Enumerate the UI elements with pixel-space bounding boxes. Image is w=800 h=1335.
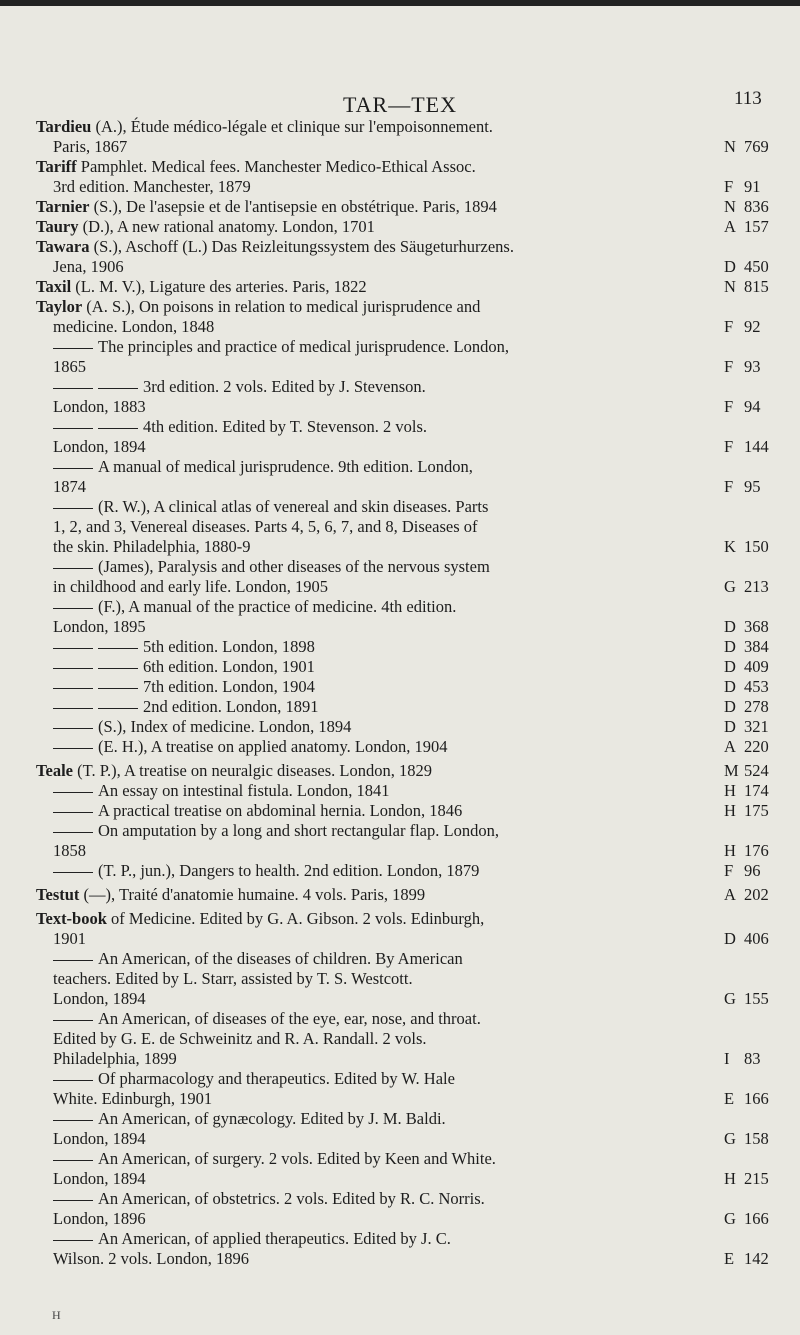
entry-text: An American, of applied therapeutics. Edited by J. C. xyxy=(98,1229,451,1248)
shelf-number: 406 xyxy=(744,929,769,948)
shelf-number: 176 xyxy=(744,841,769,860)
shelf-number: 96 xyxy=(744,861,761,880)
entry-line xyxy=(36,357,780,377)
shelf-reference xyxy=(724,1209,780,1229)
shelf-reference xyxy=(724,257,780,277)
ditto-dash xyxy=(53,568,93,569)
catalogue-entry xyxy=(36,697,780,717)
shelf-number: 524 xyxy=(744,761,769,780)
entry-text: of Medicine. Edited by G. A. Gibson. 2 vols. Edinburgh, xyxy=(111,909,485,928)
shelf-number: 384 xyxy=(744,637,769,656)
entry-text: (A.), Étude médico-légale et clinique sur l'empoisonnement. xyxy=(95,117,493,136)
shelf-letter: I xyxy=(724,1049,730,1068)
shelf-letter: N xyxy=(724,137,736,156)
shelf-letter: D xyxy=(724,929,736,948)
shelf-letter: K xyxy=(724,537,736,556)
shelf-letter: D xyxy=(724,697,736,716)
entry-text: (A. S.), On poisons in relation to medical jurisprudence and xyxy=(86,297,481,316)
entry-line xyxy=(36,761,780,781)
shelf-number: 368 xyxy=(744,617,769,636)
shelf-reference xyxy=(724,277,780,297)
catalogue-entry xyxy=(36,1149,780,1189)
catalogue-entry xyxy=(36,677,780,697)
shelf-reference xyxy=(724,1249,780,1269)
catalogue-entry xyxy=(36,117,780,157)
entry-line xyxy=(36,989,780,1009)
entry-text: Pamphlet. Medical fees. Manchester Medico-Ethical Assoc. xyxy=(80,157,476,176)
entry-line xyxy=(36,697,780,717)
shelf-letter: H xyxy=(724,841,736,860)
shelf-reference xyxy=(724,697,780,717)
entry-text: Jena, 1906 xyxy=(53,257,124,276)
entry-heading: Text-book xyxy=(36,909,107,928)
entry-text: London, 1895 xyxy=(53,617,146,636)
shelf-reference xyxy=(724,781,780,801)
catalogue-entry xyxy=(36,909,780,949)
shelf-letter: H xyxy=(724,801,736,820)
catalogue-entry xyxy=(36,557,780,597)
entry-text: in childhood and early life. London, 1905 xyxy=(53,577,328,596)
shelf-reference xyxy=(724,761,780,781)
entry-line xyxy=(36,929,780,949)
entry-text: Paris, 1867 xyxy=(53,137,128,156)
shelf-reference xyxy=(724,577,780,597)
entry-text: Of pharmacology and therapeutics. Edited by W. Hale xyxy=(98,1069,455,1088)
entry-text: An American, of diseases of the eye, ear, nose, and throat. xyxy=(98,1009,481,1028)
shelf-number: 278 xyxy=(744,697,769,716)
entry-line xyxy=(36,157,780,177)
entry-text: An American, of obstetrics. 2 vols. Edited by R. C. Norris. xyxy=(98,1189,485,1208)
entry-line xyxy=(36,861,780,881)
entry-text: White. Edinburgh, 1901 xyxy=(53,1089,213,1108)
shelf-reference xyxy=(724,801,780,821)
entry-text: teachers. Edited by L. Starr, assisted by T. S. Westcott. xyxy=(53,969,413,988)
entry-line xyxy=(36,557,780,577)
entry-text: A practical treatise on abdominal hernia. London, 1846 xyxy=(98,801,463,820)
entry-line xyxy=(36,337,780,357)
catalogue-entry xyxy=(36,861,780,881)
shelf-number: 321 xyxy=(744,717,769,736)
entry-text: London, 1896 xyxy=(53,1209,146,1228)
entry-line xyxy=(36,277,780,297)
catalogue-entry xyxy=(36,197,780,217)
entry-line xyxy=(36,1129,780,1149)
shelf-number: 95 xyxy=(744,477,761,496)
catalogue-entry xyxy=(36,457,780,497)
shelf-letter: D xyxy=(724,637,736,656)
entry-text: (D.), A new rational anatomy. London, 1701 xyxy=(82,217,375,236)
ditto-dash xyxy=(53,1020,93,1021)
shelf-reference xyxy=(724,677,780,697)
ditto-dash xyxy=(53,668,93,669)
entry-heading: Teale xyxy=(36,761,73,780)
shelf-reference xyxy=(724,989,780,1009)
ditto-dash xyxy=(53,388,93,389)
entry-line xyxy=(36,1049,780,1069)
catalogue-entry xyxy=(36,737,780,757)
entry-text: 1865 xyxy=(53,357,86,376)
entry-line xyxy=(36,1229,780,1249)
entry-line xyxy=(36,781,780,801)
shelf-number: 150 xyxy=(744,537,769,556)
entry-line xyxy=(36,1069,780,1089)
entry-text: 4th edition. Edited by T. Stevenson. 2 vols. xyxy=(143,417,427,436)
shelf-reference xyxy=(724,477,780,497)
shelf-number: 166 xyxy=(744,1209,769,1228)
shelf-reference xyxy=(724,317,780,337)
entry-text: (E. H.), A treatise on applied anatomy. London, 1904 xyxy=(98,737,448,756)
entry-line xyxy=(36,237,780,257)
shelf-letter: E xyxy=(724,1089,735,1108)
shelf-number: 202 xyxy=(744,885,769,904)
catalogue-entry xyxy=(36,1189,780,1229)
entry-text: London, 1894 xyxy=(53,989,146,1008)
shelf-reference xyxy=(724,537,780,557)
entry-line xyxy=(36,737,780,757)
ditto-dash xyxy=(53,508,93,509)
entry-line xyxy=(36,885,780,905)
entry-text: (S.), Aschoff (L.) Das Reizleitungssystem des Säugeturhurzens. xyxy=(93,237,514,256)
shelf-number: 453 xyxy=(744,677,769,696)
ditto-dash xyxy=(53,748,93,749)
ditto-dash xyxy=(53,832,93,833)
shelf-reference xyxy=(724,1049,780,1069)
entry-heading: Tardieu xyxy=(36,117,92,136)
catalogue-entry xyxy=(36,297,780,337)
entry-text: Edited by G. E. de Schweinitz and R. A. Randall. 2 vols. xyxy=(53,1029,427,1048)
shelf-reference xyxy=(724,177,780,197)
ditto-dash xyxy=(53,872,93,873)
entry-line xyxy=(36,517,780,537)
entry-line xyxy=(36,637,780,657)
catalogue-entry xyxy=(36,949,780,1009)
entry-text: On amputation by a long and short rectangular flap. London, xyxy=(98,821,499,840)
shelf-reference xyxy=(724,737,780,757)
shelf-letter: F xyxy=(724,317,734,336)
entry-line xyxy=(36,801,780,821)
entry-line xyxy=(36,841,780,861)
entry-text: London, 1894 xyxy=(53,1169,146,1188)
shelf-reference xyxy=(724,929,780,949)
entry-text: (T. P.), A treatise on neuralgic diseases. London, 1829 xyxy=(77,761,432,780)
shelf-letter: E xyxy=(724,1249,735,1268)
shelf-number: 92 xyxy=(744,317,761,336)
shelf-number: 175 xyxy=(744,801,769,820)
top-rule xyxy=(0,0,800,6)
shelf-letter: D xyxy=(724,257,736,276)
catalogue-entry xyxy=(36,1009,780,1069)
ditto-dash xyxy=(53,648,93,649)
entry-list xyxy=(36,117,780,1269)
shelf-number: 215 xyxy=(744,1169,769,1188)
shelf-reference xyxy=(724,137,780,157)
shelf-letter: G xyxy=(724,577,736,596)
entry-line xyxy=(36,597,780,617)
shelf-reference xyxy=(724,637,780,657)
shelf-number: 769 xyxy=(744,137,769,156)
entry-text: Wilson. 2 vols. London, 1896 xyxy=(53,1249,249,1268)
shelf-reference xyxy=(724,861,780,881)
entry-text: (James), Paralysis and other diseases of the nervous system xyxy=(98,557,490,576)
entry-text: An American, of the diseases of children. By American xyxy=(98,949,463,968)
shelf-reference xyxy=(724,657,780,677)
entry-heading: Tariff xyxy=(36,157,77,176)
catalogue-entry xyxy=(36,657,780,677)
catalogue-entry xyxy=(36,337,780,377)
shelf-reference xyxy=(724,197,780,217)
entry-text: An essay on intestinal fistula. London, 1841 xyxy=(98,781,390,800)
ditto-dash xyxy=(53,1200,93,1201)
catalogue-entry xyxy=(36,637,780,657)
entry-text: 1874 xyxy=(53,477,86,496)
entry-line xyxy=(36,1169,780,1189)
ditto-dash xyxy=(53,688,93,689)
shelf-reference xyxy=(724,1089,780,1109)
shelf-letter: H xyxy=(724,781,736,800)
entry-line xyxy=(36,1149,780,1169)
ditto-dash xyxy=(53,428,93,429)
ditto-dash xyxy=(53,348,93,349)
entry-line xyxy=(36,949,780,969)
shelf-letter: A xyxy=(724,737,736,756)
ditto-dash xyxy=(98,428,138,429)
entry-line xyxy=(36,1189,780,1209)
shelf-number: 409 xyxy=(744,657,769,676)
entry-heading: Testut xyxy=(36,885,80,904)
entry-text: (F.), A manual of the practice of medicine. 4th edition. xyxy=(98,597,457,616)
entry-heading: Taylor xyxy=(36,297,83,316)
entry-text: 7th edition. London, 1904 xyxy=(143,677,315,696)
shelf-letter: G xyxy=(724,1209,736,1228)
catalogue-entry xyxy=(36,821,780,861)
entry-text: 3rd edition. 2 vols. Edited by J. Stevenson. xyxy=(143,377,426,396)
entry-text: (S.), Index of medicine. London, 1894 xyxy=(98,717,352,736)
ditto-dash xyxy=(53,1080,93,1081)
shelf-reference xyxy=(724,717,780,737)
entry-line xyxy=(36,717,780,737)
ditto-dash xyxy=(53,468,93,469)
shelf-letter: N xyxy=(724,277,736,296)
entry-text: 3rd edition. Manchester, 1879 xyxy=(53,177,251,196)
entry-line xyxy=(36,1089,780,1109)
shelf-number: 144 xyxy=(744,437,769,456)
entry-text: 5th edition. London, 1898 xyxy=(143,637,315,656)
entry-text: 1, 2, and 3, Venereal diseases. Parts 4, 5, 6, 7, and 8, Diseases of xyxy=(53,517,478,536)
shelf-number: 158 xyxy=(744,1129,769,1148)
catalogue-entry xyxy=(36,157,780,197)
shelf-reference xyxy=(724,617,780,637)
entry-line xyxy=(36,1209,780,1229)
entry-line xyxy=(36,117,780,137)
shelf-letter: D xyxy=(724,657,736,676)
entry-line xyxy=(36,397,780,417)
shelf-letter: D xyxy=(724,717,736,736)
entry-line xyxy=(36,537,780,557)
shelf-reference xyxy=(724,841,780,861)
shelf-number: 91 xyxy=(744,177,761,196)
ditto-dash xyxy=(53,1240,93,1241)
entry-text: 2nd edition. London, 1891 xyxy=(143,697,319,716)
entry-text: (—), Traité d'anatomie humaine. 4 vols. Paris, 1899 xyxy=(83,885,426,904)
ditto-dash xyxy=(53,812,93,813)
entry-text: (S.), De l'asepsie et de l'antisepsie en obstétrique. Paris, 1894 xyxy=(93,197,497,216)
shelf-number: 94 xyxy=(744,397,761,416)
entry-line xyxy=(36,909,780,929)
entry-text: 1858 xyxy=(53,841,86,860)
shelf-number: 157 xyxy=(744,217,769,236)
shelf-number: 166 xyxy=(744,1089,769,1108)
shelf-reference xyxy=(724,1129,780,1149)
entry-line xyxy=(36,617,780,637)
entry-text: 1901 xyxy=(53,929,86,948)
entry-line xyxy=(36,657,780,677)
catalogue-entry xyxy=(36,277,780,297)
signature-mark: H xyxy=(52,1308,61,1322)
shelf-letter: G xyxy=(724,989,736,1008)
catalogue-entry xyxy=(36,885,780,905)
entry-line xyxy=(36,197,780,217)
entry-text: (R. W.), A clinical atlas of venereal and skin diseases. Parts xyxy=(98,497,489,516)
entry-text: The principles and practice of medical jurisprudence. London, xyxy=(98,337,509,356)
shelf-number: 836 xyxy=(744,197,769,216)
entry-line xyxy=(36,1029,780,1049)
shelf-number: 142 xyxy=(744,1249,769,1268)
ditto-dash xyxy=(98,668,138,669)
entry-line xyxy=(36,1249,780,1269)
entry-line xyxy=(36,137,780,157)
ditto-dash xyxy=(53,1160,93,1161)
entry-line xyxy=(36,821,780,841)
entry-heading: Taury xyxy=(36,217,79,236)
shelf-reference xyxy=(724,217,780,237)
shelf-letter: D xyxy=(724,617,736,636)
shelf-reference xyxy=(724,885,780,905)
shelf-letter: F xyxy=(724,861,734,880)
shelf-reference xyxy=(724,357,780,377)
catalogue-entry xyxy=(36,237,780,277)
entry-text: London, 1894 xyxy=(53,437,146,456)
shelf-letter: D xyxy=(724,677,736,696)
entry-text: (L. M. V.), Ligature des arteries. Paris, 1822 xyxy=(75,277,367,296)
entry-line xyxy=(36,377,780,397)
catalogue-entry xyxy=(36,377,780,417)
entry-line xyxy=(36,677,780,697)
entry-line xyxy=(36,577,780,597)
entry-line xyxy=(36,317,780,337)
ditto-dash xyxy=(53,960,93,961)
shelf-letter: F xyxy=(724,177,734,196)
entry-text: medicine. London, 1848 xyxy=(53,317,215,336)
entry-heading: Taxil xyxy=(36,277,72,296)
shelf-letter: A xyxy=(724,885,736,904)
shelf-reference xyxy=(724,397,780,417)
shelf-number: 220 xyxy=(744,737,769,756)
catalogue-entry xyxy=(36,497,780,557)
entry-line xyxy=(36,1009,780,1029)
shelf-letter: F xyxy=(724,437,734,456)
entry-text: 6th edition. London, 1901 xyxy=(143,657,315,676)
ditto-dash xyxy=(53,1120,93,1121)
shelf-number: 155 xyxy=(744,989,769,1008)
catalogue-entry xyxy=(36,801,780,821)
entry-line xyxy=(36,437,780,457)
shelf-number: 815 xyxy=(744,277,769,296)
shelf-number: 93 xyxy=(744,357,761,376)
entry-heading: Tawara xyxy=(36,237,90,256)
shelf-number: 174 xyxy=(744,781,769,800)
shelf-reference xyxy=(724,437,780,457)
entry-line xyxy=(36,297,780,317)
catalogue-entry xyxy=(36,597,780,637)
shelf-letter: M xyxy=(724,761,739,780)
catalogue-entry xyxy=(36,217,780,237)
shelf-letter: F xyxy=(724,477,734,496)
shelf-letter: F xyxy=(724,397,734,416)
ditto-dash xyxy=(98,708,138,709)
ditto-dash xyxy=(53,728,93,729)
catalogue-entry xyxy=(36,1069,780,1109)
shelf-letter: H xyxy=(724,1169,736,1188)
entry-line xyxy=(36,1109,780,1129)
shelf-number: 213 xyxy=(744,577,769,596)
running-head: TAR—TEX xyxy=(342,92,457,117)
ditto-dash xyxy=(98,648,138,649)
page-number: 113 xyxy=(734,88,762,109)
entry-text: the skin. Philadelphia, 1880-9 xyxy=(53,537,251,556)
shelf-number: 83 xyxy=(744,1049,761,1068)
shelf-letter: N xyxy=(724,197,736,216)
shelf-letter: G xyxy=(724,1129,736,1148)
entry-text: An American, of gynæcology. Edited by J. M. Baldi. xyxy=(98,1109,446,1128)
entry-line xyxy=(36,177,780,197)
ditto-dash xyxy=(98,388,138,389)
entry-line xyxy=(36,457,780,477)
entry-text: A manual of medical jurisprudence. 9th edition. London, xyxy=(98,457,473,476)
catalogue-entry xyxy=(36,1229,780,1269)
entry-text: London, 1894 xyxy=(53,1129,146,1148)
ditto-dash xyxy=(98,688,138,689)
catalogue-entry xyxy=(36,417,780,457)
catalogue-entry xyxy=(36,761,780,781)
ditto-dash xyxy=(53,608,93,609)
entry-line xyxy=(36,477,780,497)
shelf-letter: F xyxy=(724,357,734,376)
ditto-dash xyxy=(53,708,93,709)
shelf-reference xyxy=(724,1169,780,1189)
shelf-letter: A xyxy=(724,217,736,236)
entry-text: An American, of surgery. 2 vols. Edited by Keen and White. xyxy=(98,1149,496,1168)
ditto-dash xyxy=(53,792,93,793)
shelf-number: 450 xyxy=(744,257,769,276)
entry-text: (T. P., jun.), Dangers to health. 2nd edition. London, 1879 xyxy=(98,861,480,880)
catalogue-entry xyxy=(36,1109,780,1149)
entry-heading: Tarnier xyxy=(36,197,90,216)
catalogue-entry xyxy=(36,717,780,737)
entry-text: Philadelphia, 1899 xyxy=(53,1049,177,1068)
catalogue-entry xyxy=(36,781,780,801)
entry-line xyxy=(36,417,780,437)
entry-line xyxy=(36,257,780,277)
entry-line xyxy=(36,497,780,517)
entry-line xyxy=(36,969,780,989)
entry-line xyxy=(36,217,780,237)
entry-text: London, 1883 xyxy=(53,397,146,416)
